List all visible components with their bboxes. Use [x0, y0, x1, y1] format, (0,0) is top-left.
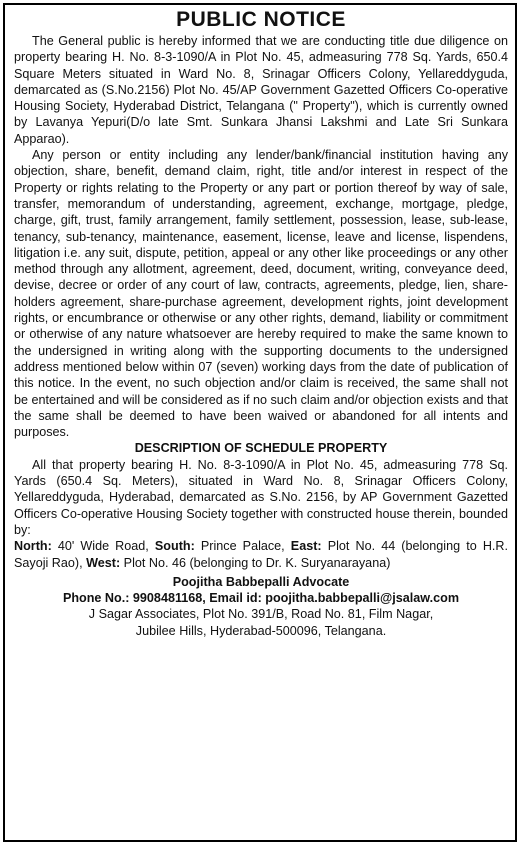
- north-label: North:: [14, 539, 52, 554]
- north-value: 40' Wide Road,: [51, 539, 155, 554]
- address-line-2: Jubilee Hills, Hyderabad-500096, Telangana.: [135, 623, 387, 638]
- west-value: Plot No. 46 (belonging to Dr. K. Suryanarayana): [120, 555, 391, 570]
- notice-paragraph-objection: Any person or entity including any lender/bank/financial institution having any objection, share, benefit, demand claim, right, title and/or interest in respect of the Property or rights relating to the Property or any part or portion thereof by way of sale, transfer, memorandum of understanding, agreement, exchange, mortgage, pledge, charge, gift, trust, family arrangement, family settlement, possession, lease, sub-lease, tenancy, sub-tenancy, maintenance, easement, license, leave and license, lispendens, litigation i.e. any suit, dispute, petition, appeal or any other like proceedings or any other method through any allotment, agreement, deed, document, writing, conveyance deed, devise, decree or order of any court of law, contracts, agreements, pledge, lien, share-holders agreement, share-purchase agreement, development rights, joint development rights, or encumbrance or otherwise or any other rights, demand, liability or commitment or otherwise of any nature whatsoever are hereby required to make the same known to the undersigned in writing along with the supporting documents to the undersigned address mentioned below within 07 (seven) working days from the date of publication of this notice. In the event, no such objection and/or claim is received, the same shall not be entertained and will be considered as if no such claim and/or objection exists and that the same shall be deemed to have been waived or abandoned for all intents and purposes.: [14, 148, 508, 440]
- phone-number: 9908481168: [132, 591, 203, 606]
- schedule-text: All that property bearing H. No. 8-3-1090/A in Plot No. 45, admeasuring 778 Sq. Yards (650.4 Sq. Meters), situated in Ward No. 8, Srinagar Officers Colony, Yellareddyguda, Hyderabad, demarcated as S.No. 2156, by AP Government Gazetted Officers Co-operative Housing Society together with constructed house therein, bounded by:: [14, 457, 508, 537]
- email-label: , Email id:: [202, 591, 266, 606]
- advocate-title: Advocate: [289, 574, 350, 589]
- south-value: Prince Palace,: [194, 539, 291, 554]
- notice-paragraph-intro: The General public is hereby informed that we are conducting title due diligence on property bearing H. No. 8-3-1090/A in Plot No. 45, admeasuring 778 Sq. Yards, 650.4 Square Meters situated in Ward No. 8, Srinagar Officers Colony, Yellareddyguda, demarcated as (S.No.2156) Plot No. 45/AP Government Gazetted Officers Co-operative Housing Society, Hyderabad District, Telangana (" Property"), which is currently owned by Lavanya Yepuri(D/o late Smt. Sunkara Jhansi Lakshmi and Late Sri Sunkara Apparao).: [14, 34, 508, 146]
- email-address: poojitha.babbepalli@jsalaw.com: [265, 591, 460, 606]
- west-label: West:: [86, 555, 121, 570]
- schedule-heading: DESCRIPTION OF SCHEDULE PROPERTY: [134, 441, 388, 456]
- advocate-name: Poojitha Babbepalli: [172, 574, 290, 589]
- south-label: South:: [154, 539, 195, 554]
- public-notice: [3, 3, 517, 842]
- notice-title: PUBLIC NOTICE: [176, 8, 346, 31]
- address-line-1: J Sagar Associates, Plot No. 391/B, Road No. 81, Film Nagar,: [88, 607, 434, 622]
- schedule-description: [14, 457, 508, 538]
- contact-line: [14, 590, 508, 606]
- boundaries: [14, 538, 508, 571]
- phone-label: Phone No.:: [62, 591, 133, 606]
- east-label: East:: [290, 539, 322, 554]
- east-value: Plot No. 44 (belonging to H.R. Sayoji Rao),: [14, 539, 509, 570]
- advocate-line: [14, 574, 508, 590]
